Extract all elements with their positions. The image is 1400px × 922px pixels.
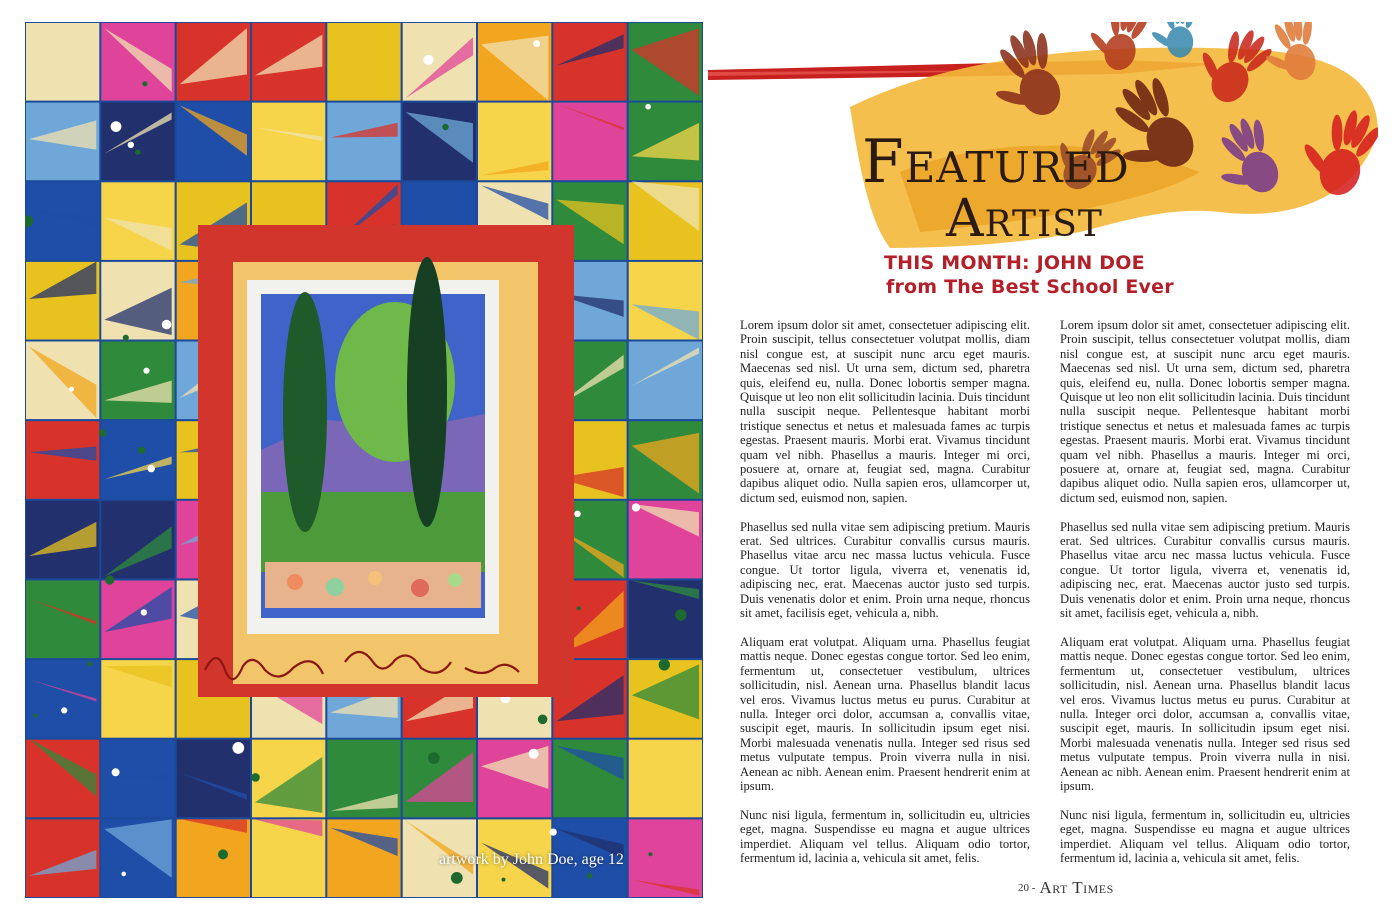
paint-dot: [122, 872, 127, 877]
collage-tile: [26, 660, 99, 738]
paint-dot: [428, 752, 440, 764]
page-footer: [1018, 878, 1114, 898]
subtitle-this-month: THIS MONTH: JOHN DOE: [884, 252, 1145, 274]
paint-dot: [538, 715, 548, 725]
paragraph: Lorem ipsum dolor sit amet, consectetuer adipiscing elit. Proin suscipit, tellus consectetuer volutpat mollis, diam nisl congue est, at suscipit nunc arcu eget mauris. Maecenas sed nisl. Ut urna sem, dictum sed, pharetra quis, eleifend eu, nulla. Donec lobortis semper magna. Quisque ut leo non elit sollicitudin lacinia. Duis tincidunt nulla suscipit neque. Pellentesque habitant morbi tristique senectus et netus et malesuada fames ac turpis egestas. Praesent mauris. Morbi erat. Vivamus tincidunt quam vel nibh. Phasellus a mauris. Integer mi orci, posuere at, ornare at, feugiat sed, magna. Curabitur dapibus aliquet odio. Nulla sapien eros, ullamcorper ut, dictum sed, euismod non, sapien.: [740, 318, 1030, 505]
paint-dot: [142, 81, 147, 86]
article-column-right: [1060, 318, 1350, 880]
paint-dot: [112, 768, 120, 776]
paint-dot: [577, 606, 581, 610]
paint-dot: [141, 609, 147, 615]
paint-dot: [587, 873, 592, 878]
paint-dot: [645, 104, 651, 110]
paragraph: Phasellus sed nulla vitae sem adipiscing pretium. Mauris erat. Sed ultrices. Curabitur convallis cursus mauris. Phasellus vitae arcu nec massa luctus vehicula. Fusce congue. Ut tortor ligula, viverra et, venenatis id, adipiscing nec, erat. Maecenas auctor justo sed turpis. Duis venenatis dolor et enim. Proin urna neque, rhoncus sit amet, facilisis eget, vehicula a, nibh.: [740, 519, 1030, 621]
collage-tile: [553, 103, 626, 181]
paint-dot: [148, 465, 155, 472]
painting-tree-right: [407, 257, 447, 527]
paint-dot: [143, 368, 149, 374]
paint-dot: [87, 661, 92, 666]
artwork-collage: [25, 22, 703, 898]
paint-dot: [61, 707, 67, 713]
paint-dot: [649, 852, 653, 856]
paragraph: Phasellus sed nulla vitae sem adipiscing pretium. Mauris erat. Sed ultrices. Curabitur convallis cursus mauris. Phasellus vitae arcu nec massa luctus vehicula. Fusce congue. Ut tortor ligula, viverra et, venenatis id, adipiscing nec, erat. Maecenas auctor justo sed turpis. Duis venenatis dolor et enim. Proin urna neque, rhoncus sit amet, facilisis eget, vehicula a, nibh.: [1060, 519, 1350, 621]
paint-dot: [232, 742, 244, 754]
collage-tile: [26, 421, 99, 499]
subtitle-school: from The Best School Ever: [886, 276, 1174, 298]
paint-dot: [423, 55, 433, 65]
paint-dot: [533, 40, 540, 47]
paint-dot: [123, 335, 129, 341]
magazine-name: Art Times: [1039, 878, 1114, 897]
title-featured: Featured: [862, 127, 1130, 197]
collage-tile: [403, 23, 476, 101]
paint-dot: [111, 121, 122, 132]
collage-tile: [101, 103, 174, 181]
collage-tile: [101, 342, 174, 420]
paint-dot: [99, 429, 107, 437]
paint-dot: [69, 387, 74, 392]
paint-dot: [529, 749, 539, 759]
paint-dot: [675, 609, 686, 620]
paint-dot: [659, 659, 670, 670]
collage-tile: [26, 23, 99, 101]
paint-dot: [33, 713, 37, 717]
article-column-left: [740, 318, 1030, 880]
paragraph: Aliquam erat volutpat. Aliquam urna. Phasellus feugiat mattis neque. Donec egestas congue tortor. Sed leo enim, fermentum ut, consectetuer vestibulum, ultrices sollicitudin, nisl. Aenean urna. Phasellus blandit lacus vel eros. Vivamus luctus metus eu purus. Curabitur at nulla. Integer orci dolor, accumsan a, convallis vitae, suscipit eget, mauris. In sollicitudin ipsum eget nisi. Morbi malesuada venenatis nulla. Integer sed risus sed metus vulputate tempus. Proin viverra nulla in nisi. Aenean ac nibh. Aenean enim. Praesent hendrerit enim at ipsum.: [740, 634, 1030, 793]
artwork-photo: [25, 22, 703, 898]
painting-tree-left: [283, 292, 327, 532]
paint-dot: [162, 320, 172, 330]
paint-dot: [632, 503, 640, 511]
paint-dot: [251, 773, 260, 782]
paint-dot: [218, 849, 228, 859]
collage-tile: [629, 740, 702, 818]
paint-dot: [135, 149, 140, 154]
paint-dot: [442, 124, 448, 130]
paragraph: Aliquam erat volutpat. Aliquam urna. Phasellus feugiat mattis neque. Donec egestas congue tortor. Sed leo enim, fermentum ut, consectetuer vestibulum, ultrices sollicitudin, nisl. Aenean urna. Phasellus blandit lacus vel eros. Vivamus luctus metus eu purus. Curabitur at nulla. Integer orci dolor, accumsan a, convallis vitae, suscipit eget, mauris. In sollicitudin ipsum eget nisi. Morbi malesuada venenatis nulla. Integer sed risus sed metus vulputate tempus. Proin viverra nulla in nisi. Aenean ac nibh. Aenean enim. Praesent hendrerit enim at ipsum.: [1060, 634, 1350, 793]
collage-tile: [252, 103, 325, 181]
paragraph: Nunc nisi ligula, fermentum in, sollicitudin eu, ultricies eget, magna. Suspendisse eu magna et augue ultrices imperdiet. Aliquam vel tellus. Aliquam odio tortor, fermentum id, lacinia a, vehicula sit amet, felis.: [740, 807, 1030, 865]
paint-dot: [128, 142, 134, 148]
paragraph: Lorem ipsum dolor sit amet, consectetuer adipiscing elit. Proin suscipit, tellus consectetuer volutpat mollis, diam nisl congue est, at suscipit nunc arcu eget mauris. Maecenas sed nisl. Ut urna sem, dictum sed, pharetra quis, eleifend eu, nulla. Donec lobortis semper magna. Quisque ut leo non elit sollicitudin lacinia. Duis tincidunt nulla suscipit neque. Pellentesque habitant morbi tristique senectus et netus et malesuada fames ac turpis egestas. Praesent mauris. Morbi erat. Vivamus tincidunt quam vel nibh. Phasellus a mauris. Integer mi orci, posuere at, ornare at, feugiat sed, magna. Curabitur dapibus aliquet odio. Nulla sapien eros, ullamcorper ut, dictum sed, euismod non, sapien.: [1060, 318, 1350, 505]
paint-dot: [502, 878, 506, 882]
paint-dot: [138, 447, 145, 454]
artwork-caption: artwork by John Doe, age 12: [439, 851, 624, 868]
paint-dot: [105, 575, 114, 584]
title-artist: Artist: [946, 189, 1103, 249]
page-number: 20 -: [1018, 882, 1036, 894]
collage-tile: [553, 23, 626, 101]
paint-dot: [550, 829, 557, 836]
paragraph: Nunc nisi ligula, fermentum in, sollicitudin eu, ultricies eget, magna. Suspendisse eu magna et augue ultrices imperdiet. Aliquam vel tellus. Aliquam odio tortor, fermentum id, lacinia a, vehicula sit amet, felis.: [1060, 807, 1350, 865]
collage-tile: [553, 740, 626, 818]
paint-dot: [574, 511, 580, 517]
paint-dot: [451, 872, 463, 884]
collage-tile: [327, 103, 400, 181]
